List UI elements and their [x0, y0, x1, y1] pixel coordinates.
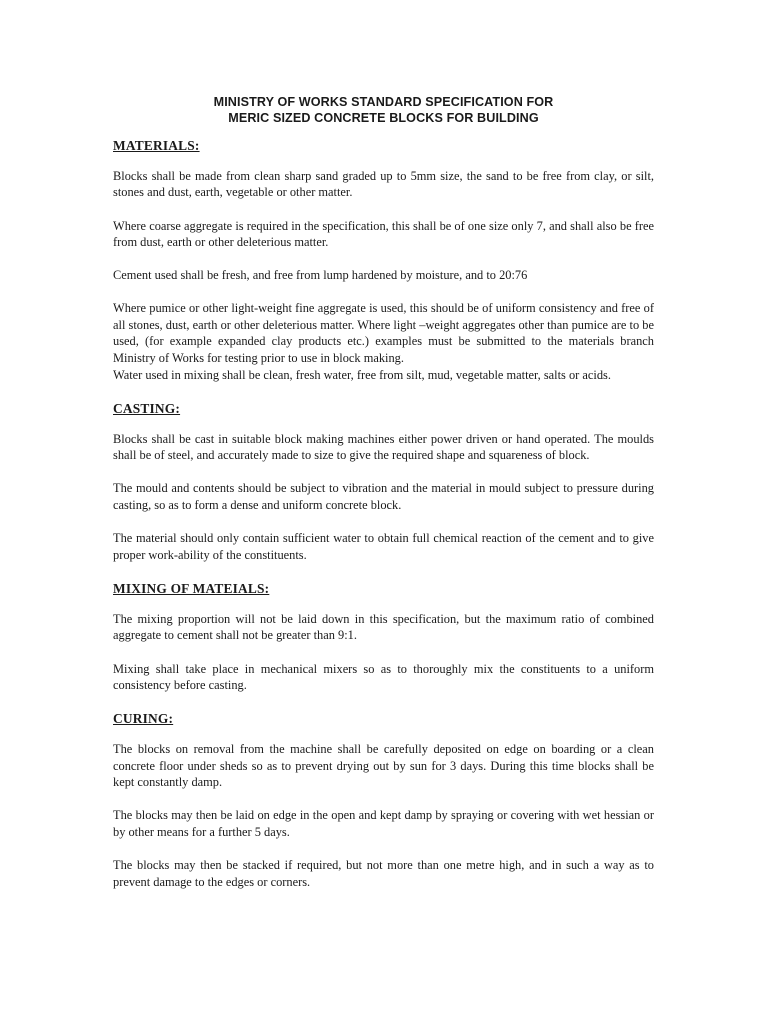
- paragraph: Where pumice or other light-weight fine aggregate is used, this should be of uniform consistency and free of all stones, dust, earth or other deleterious matter. Where light –weight aggregates other than pumice are to be used, (for example expanded clay products etc.) examples must be submitted to the materials branch Ministry of Works for testing prior to use in block making.: [113, 301, 654, 366]
- paragraph: Blocks shall be cast in suitable block making machines either power driven or hand operated. The moulds shall be of steel, and accurately made to size to give the required shape and squareness of block.: [113, 431, 654, 463]
- section-heading: MATERIALS:: [113, 137, 200, 153]
- paragraph: Cement used shall be fresh, and free from lump hardened by moisture, and to 20:76: [113, 268, 528, 283]
- section-materials: [113, 137, 654, 383]
- paragraph: The mould and contents should be subject to vibration and the material in mould subject to pressure during casting, so as to form a dense and uniform concrete block.: [113, 481, 654, 513]
- paragraph: Blocks shall be made from clean sharp sand graded up to 5mm size, the sand to be free from clay, or silt, stones and dust, earth, vegetable or other matter.: [113, 168, 654, 200]
- paragraph: The blocks may then be stacked if required, but not more than one metre high, and in such a way as to prevent damage to the edges or corners.: [113, 858, 654, 889]
- title-line-1: MINISTRY OF WORKS STANDARD SPECIFICATION FOR: [213, 95, 554, 109]
- section-mixing: [113, 580, 654, 694]
- paragraph: The blocks on removal from the machine shall be carefully deposited on edge on boarding or a clean concrete floor under sheds so as to prevent drying out by sun for 3 days. During this time blocks shall be kept constantly damp.: [113, 742, 654, 790]
- paragraph: Where coarse aggregate is required in the specification, this shall be of one size only 7, and shall also be free from dust, earth or other deleterious matter.: [113, 218, 654, 250]
- paragraph: The mixing proportion will not be laid down in this specification, but the maximum ratio of combined aggregate to cement shall not be greater than 9:1.: [113, 611, 654, 643]
- title-line-2: MERIC SIZED CONCRETE BLOCKS FOR BUILDING: [228, 111, 539, 126]
- paragraph: Mixing shall take place in mechanical mixers so as to thoroughly mix the constituents to a uniform consistency before casting.: [113, 661, 654, 693]
- section-curing: [113, 710, 654, 890]
- document-title: [113, 94, 654, 127]
- section-casting: [113, 400, 654, 564]
- document-body: [113, 94, 654, 907]
- section-heading: CURING:: [113, 711, 174, 727]
- paragraph: The material should only contain sufficient water to obtain full chemical reaction of the cement and to give proper work-ability of the constituents.: [113, 531, 654, 562]
- paragraph: The blocks may then be laid on edge in the open and kept damp by spraying or covering with wet hessian or by other means for a further 5 days.: [113, 808, 654, 840]
- section-heading: CASTING:: [113, 400, 181, 416]
- section-heading: MIXING OF MATEIALS:: [113, 580, 270, 596]
- paragraph: Water used in mixing shall be clean, fresh water, free from silt, mud, vegetable matter, salts or acids.: [113, 367, 611, 382]
